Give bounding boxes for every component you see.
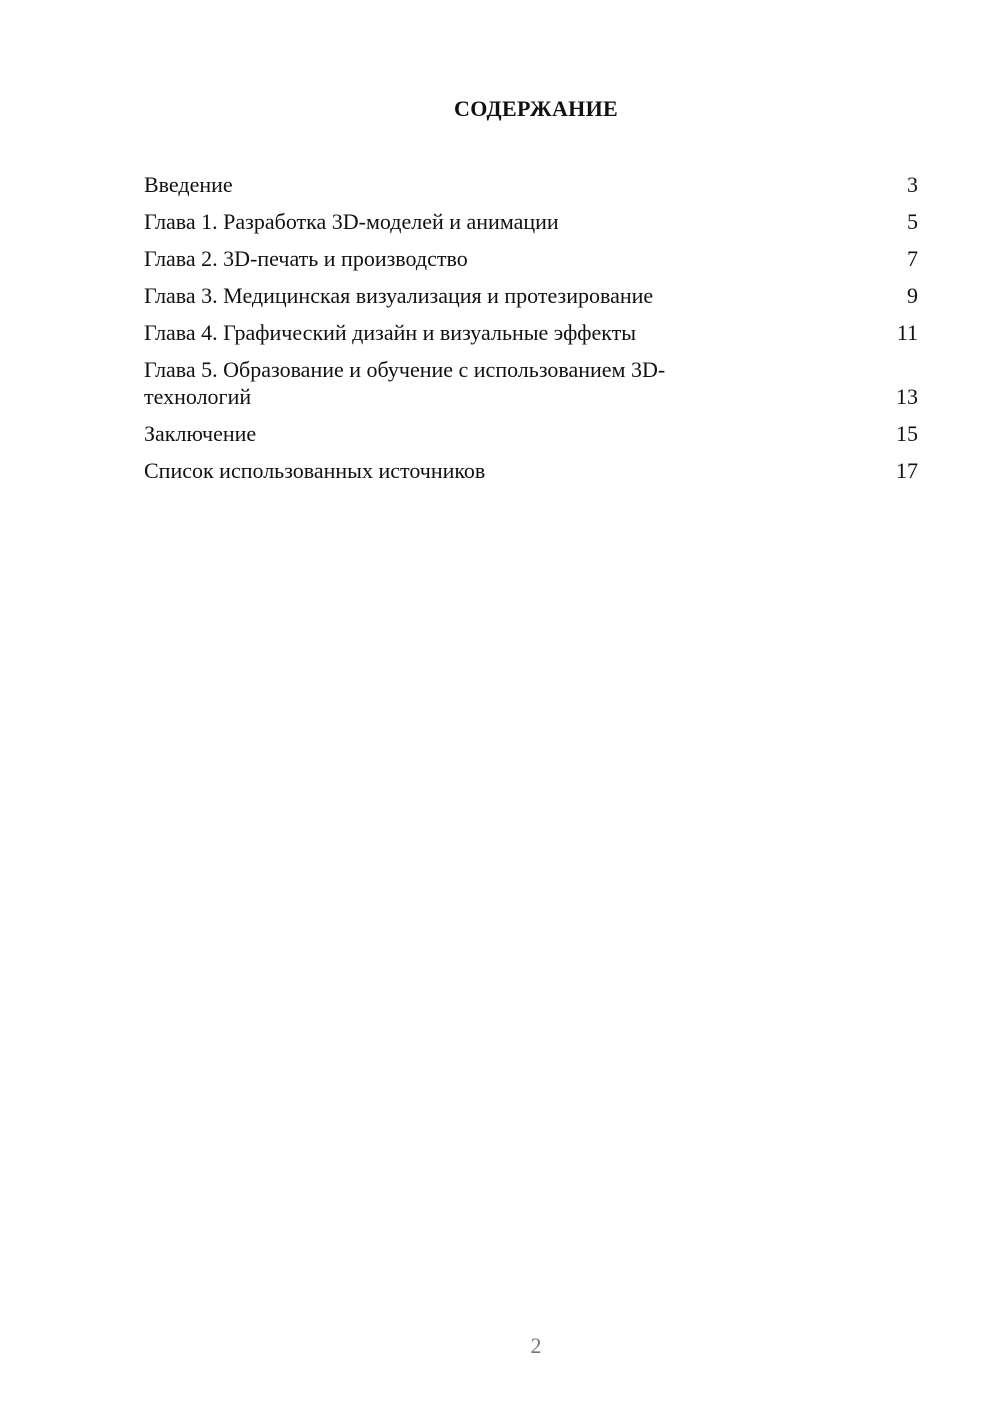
- toc-entry-chapter-3: [144, 282, 918, 309]
- toc-entry-label: Введение: [144, 172, 233, 197]
- toc-entry-chapter-4: [144, 319, 918, 346]
- toc-entry-introduction: [144, 171, 918, 198]
- toc-entry-page: 13: [896, 384, 918, 409]
- toc-entry-page: 5: [907, 209, 918, 234]
- toc-entry-page: 11: [896, 320, 918, 345]
- toc-entry-label: Глава 5. Образование и обучение с использованием 3D-технологий: [144, 357, 666, 409]
- toc-entry-label: Глава 1. Разработка 3D-моделей и анимации: [144, 209, 559, 234]
- toc-entry-page: 3: [907, 172, 918, 197]
- toc-entry-references: [144, 457, 918, 484]
- toc-entry-label: Глава 4. Графический дизайн и визуальные эффекты: [144, 320, 637, 345]
- toc-entry-page: 9: [907, 283, 918, 308]
- toc-entry-chapter-1: [144, 208, 918, 235]
- table-of-contents: [144, 171, 918, 494]
- toc-entry-chapter-5: [144, 356, 918, 410]
- toc-entry-page: 17: [896, 458, 918, 483]
- toc-entry-label: Глава 3. Медицинская визуализация и протезирование: [144, 283, 654, 308]
- toc-entry-page: 15: [896, 421, 918, 446]
- page-number: 2: [530, 1333, 542, 1358]
- toc-entry-label: Заключение: [144, 421, 257, 446]
- toc-entry-label: Список использованных источников: [144, 458, 486, 483]
- toc-entry-page: 7: [907, 246, 918, 271]
- toc-entry-conclusion: [144, 420, 918, 447]
- toc-entry-chapter-2: [144, 245, 918, 272]
- toc-entry-label: Глава 2. 3D-печать и производство: [144, 246, 468, 271]
- toc-title: СОДЕРЖАНИЕ: [454, 96, 618, 121]
